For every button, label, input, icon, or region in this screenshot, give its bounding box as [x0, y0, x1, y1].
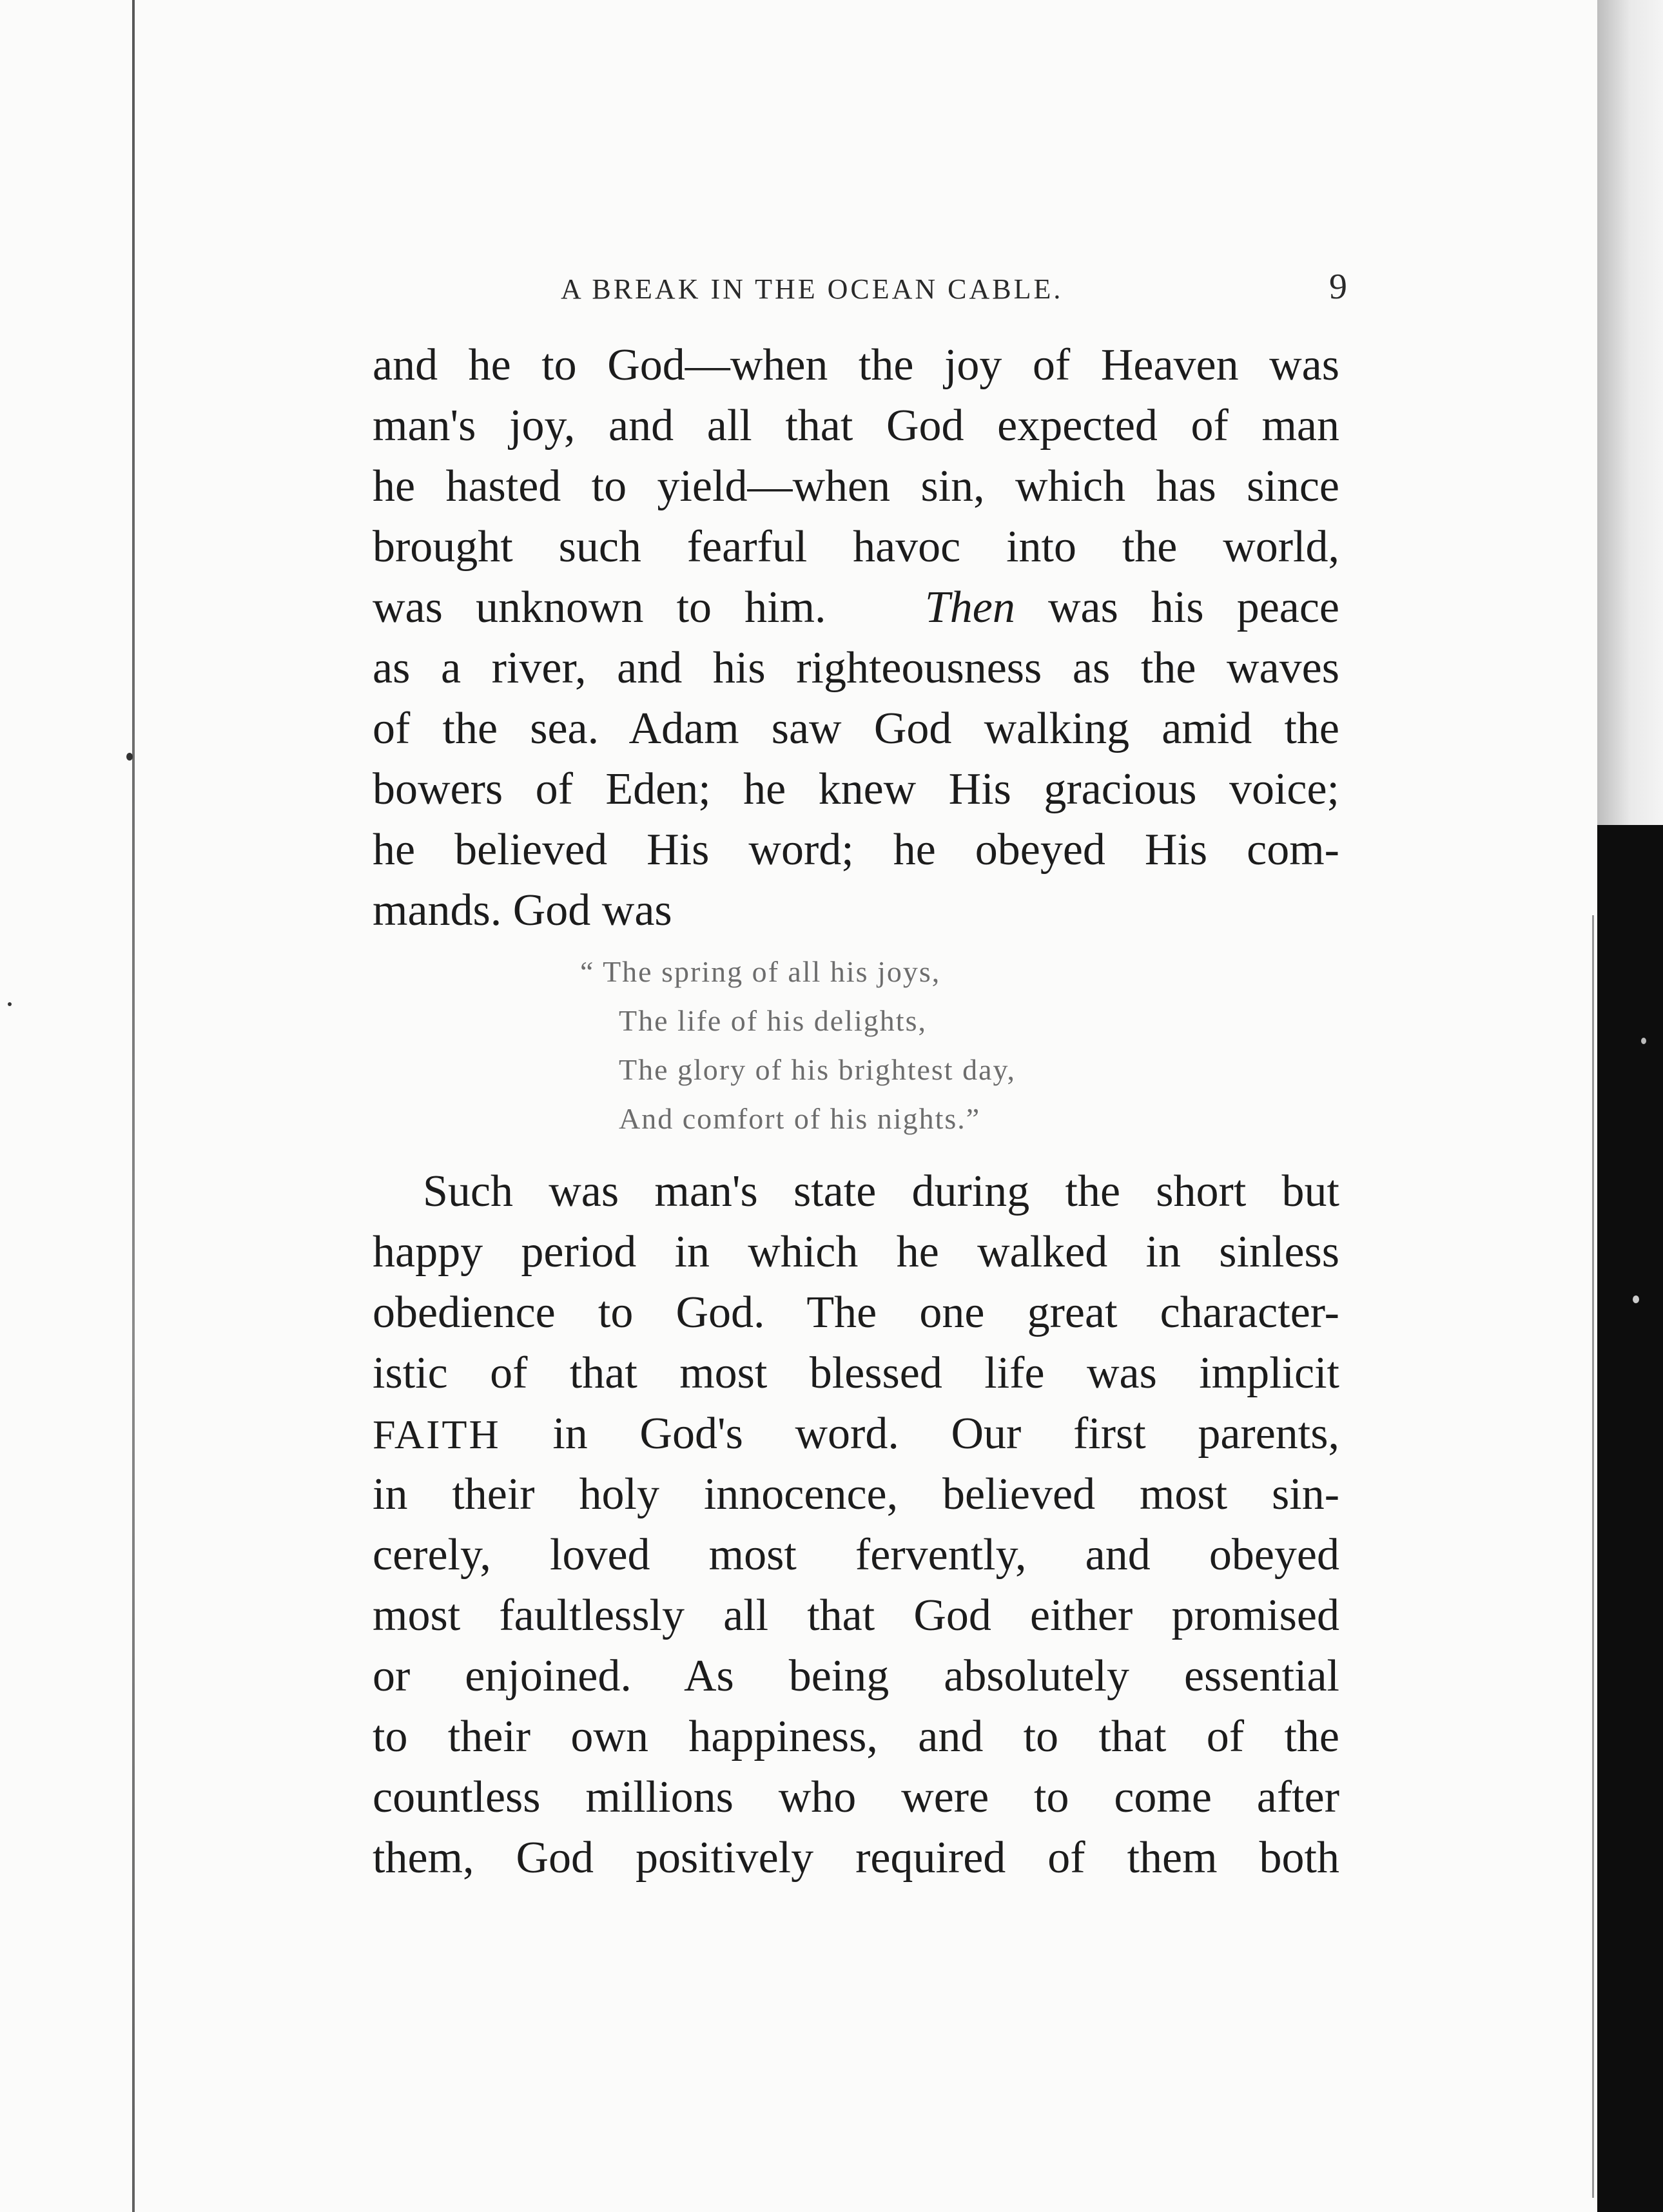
- text-line: [373, 577, 1339, 638]
- paragraph-2: [373, 1161, 1339, 1888]
- page-edge-line: [1592, 915, 1594, 2198]
- text-line: countless millions who were to come after: [373, 1772, 1339, 1822]
- scan-speck: [8, 1002, 12, 1006]
- text-line: obedience to God. The one great character-: [373, 1288, 1339, 1337]
- text-line: [373, 1404, 1339, 1464]
- text-fragment: in God's word. Our first parents,: [552, 1409, 1339, 1459]
- verse-line: And comfort of his nights.”: [619, 1102, 981, 1135]
- verse-line: “ The spring of all his joys,: [580, 955, 941, 988]
- text-line: Such was man's state during the short but: [423, 1167, 1339, 1216]
- italic-word: Then: [924, 583, 1015, 632]
- text-fragment: was unknown to him.: [373, 583, 826, 632]
- running-head: A BREAK IN THE OCEAN CABLE.: [561, 273, 1064, 305]
- text-line: he believed His word; he obeyed His com-: [373, 825, 1339, 875]
- text-line: mands. God was: [373, 886, 672, 935]
- scan-speck: [1633, 1295, 1639, 1303]
- scan-speck: [126, 753, 133, 761]
- text-line: istic of that most blessed life was implicit: [373, 1348, 1339, 1398]
- verse-line: The life of his delights,: [619, 1004, 927, 1037]
- verse-quotation: [580, 947, 1160, 1143]
- verse-line: The glory of his brightest day,: [619, 1053, 1016, 1086]
- text-line: most faultlessly all that God either promised: [373, 1591, 1339, 1640]
- text-line: in their holy innocence, believed most sin-: [373, 1470, 1339, 1519]
- text-line: of the sea. Adam saw God walking amid the: [373, 704, 1339, 753]
- text-line: brought such fearful havoc into the world,: [373, 522, 1339, 572]
- text-fragment: was his peace: [1047, 583, 1339, 632]
- page-number: 9: [1329, 267, 1347, 307]
- book-gutter-edge: [132, 0, 135, 2212]
- text-line: as a river, and his righteousness as the waves: [373, 643, 1339, 693]
- paragraph-1: [373, 335, 1339, 941]
- text-line: and he to God—when the joy of Heaven was: [373, 340, 1339, 390]
- text-line: man's joy, and all that God expected of man: [373, 401, 1339, 451]
- text-line: or enjoined. As being absolutely essential: [373, 1651, 1339, 1701]
- text-line: to their own happiness, and to that of the: [373, 1712, 1339, 1761]
- emphasized-word: FAITH: [373, 1412, 501, 1457]
- text-line: bowers of Eden; he knew His gracious voice;: [373, 764, 1339, 814]
- text-line: he hasted to yield—when sin, which has since: [373, 461, 1339, 511]
- text-line: them, God positively required of them both: [373, 1833, 1339, 1883]
- right-scan-border-highlight: [1597, 0, 1663, 825]
- text-line: happy period in which he walked in sinless: [373, 1227, 1339, 1277]
- text-line: cerely, loved most fervently, and obeyed: [373, 1530, 1339, 1580]
- scan-speck: [1641, 1038, 1646, 1044]
